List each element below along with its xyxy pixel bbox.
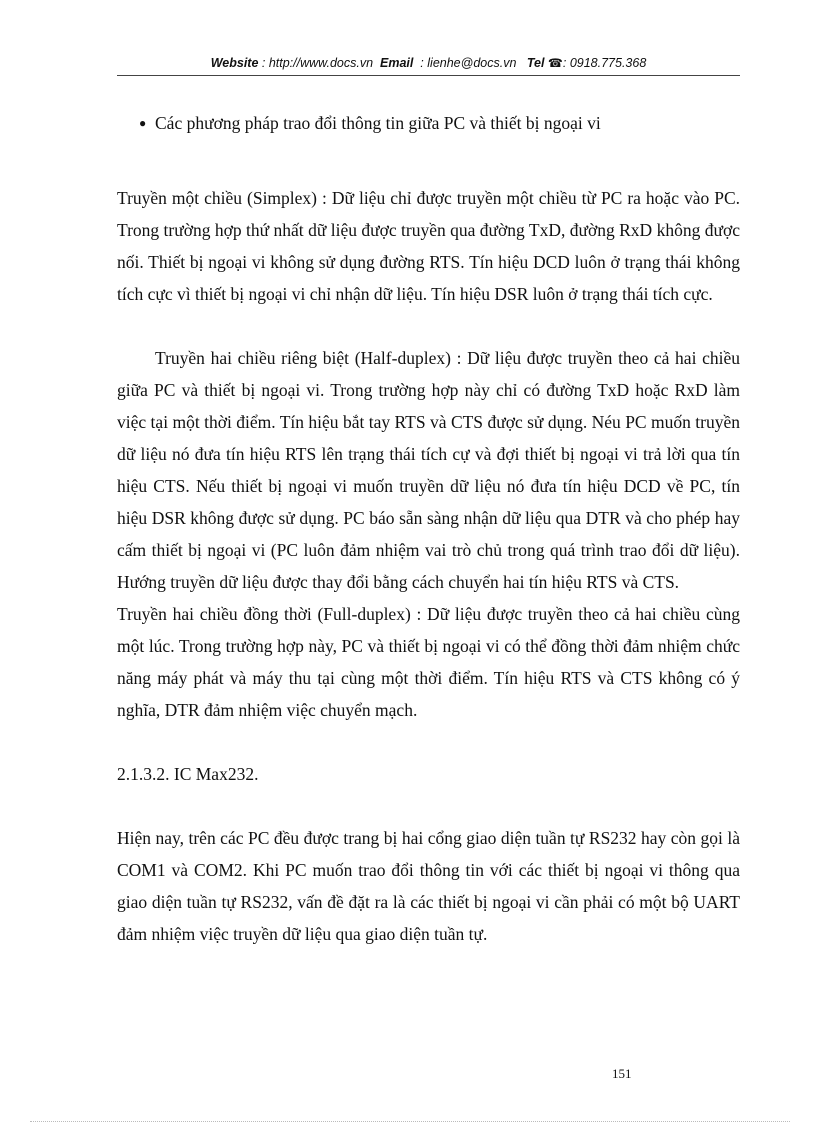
page-number: 151 <box>612 1066 632 1081</box>
full-duplex-paragraph: Truyền hai chiều đồng thời (Full-duplex) : Dữ liệu được truyền theo cả hai chiều cùng một lúc. Trong trường hợp này, PC và thiết bị ngoại vi có thể đồng thời đảm nhiệm chức năng máy phát và máy thu tại cùng một thời điểm. Tín hiệu RTS và CTS không có ý nghĩa, DTR đảm nhiệm việc chuyển mạch. <box>117 604 740 720</box>
telephone-icon: ☎ <box>547 56 563 70</box>
page-header: Website : http://www.docs.vn Email : lienhe@docs.vn Tel ☎: 0918.775.368 <box>210 56 647 70</box>
email-label: Email <box>380 56 414 70</box>
half-duplex-paragraph: Truyền hai chiều riêng biệt (Half-duplex) : Dữ liệu được truyền theo cả hai chiều giữa PC và thiết bị ngoại vi. Trong trường hợp này chỉ có đường TxD hoặc RxD làm việc tại một thời điểm. Tín hiệu bắt tay RTS và CTS được sử dụng. Néu PC muốn truyền dữ liệu nó đưa tín hiệu RTS lên trạng thái tích cự và đợi thiết bị ngoại vi trả lời qua tín hiệu CTS. Nếu thiết bị ngoại vi muốn truyền dữ liệu nó đưa tín hiệu DCD về PC, tín hiệu DSR không được sử dụng. PC báo sẵn sàng nhận dữ liệu qua DTR và cho phép hay cấm thiết bị ngoại vi (PC luôn đảm nhiệm vai trò chủ trong quá trình trao đổi dữ liệu). Hướng truyền dữ liệu được thay đổi bằng cách chuyển hai tín hiệu RTS và CTS. <box>117 348 740 592</box>
header-divider <box>117 75 740 76</box>
bullet-text: Các phương pháp trao đổi thông tin giữa PC và thiết bị ngoại vi <box>155 113 601 133</box>
max232-intro-paragraph: Hiện nay, trên các PC đều được trang bị hai cổng giao diện tuần tự RS232 hay còn gọi là COM1 và COM2. Khi PC muốn trao đổi thông tin với các thiết bị ngoại vi thông qua giao diện tuần tự RS232, vấn đề đặt ra là các thiết bị ngoại vi cần phải có một bộ UART đảm nhiệm việc truyền dữ liệu qua giao diện tuần tự. <box>117 828 740 944</box>
email-address: lienhe@docs.vn <box>427 56 517 70</box>
footer-divider <box>30 1121 790 1122</box>
website-url: http://www.docs.vn <box>268 56 374 70</box>
bullet-item <box>139 108 740 138</box>
tel-number: 0918.775.368 <box>569 56 647 70</box>
page-body <box>117 108 740 950</box>
website-label: Website <box>210 56 259 70</box>
simplex-paragraph: Truyền một chiều (Simplex) : Dữ liệu chỉ được truyền một chiều từ PC ra hoặc vào PC. Trong trường hợp thứ nhất dữ liệu được truyền qua đường TxD, đường RxD không được nối. Thiết bị ngoại vi không sử dụng đường RTS. Tín hiệu DCD luôn ở trạng thái không tích cực vì thiết bị ngoại vi chỉ nhận dữ liệu. Tín hiệu DSR luôn ở trạng thái tích cực. <box>117 188 740 304</box>
section-heading: 2.1.3.2. IC Max232. <box>117 764 259 784</box>
tel-label: Tel <box>526 56 545 70</box>
bullet-dot-icon: ● <box>139 116 147 130</box>
